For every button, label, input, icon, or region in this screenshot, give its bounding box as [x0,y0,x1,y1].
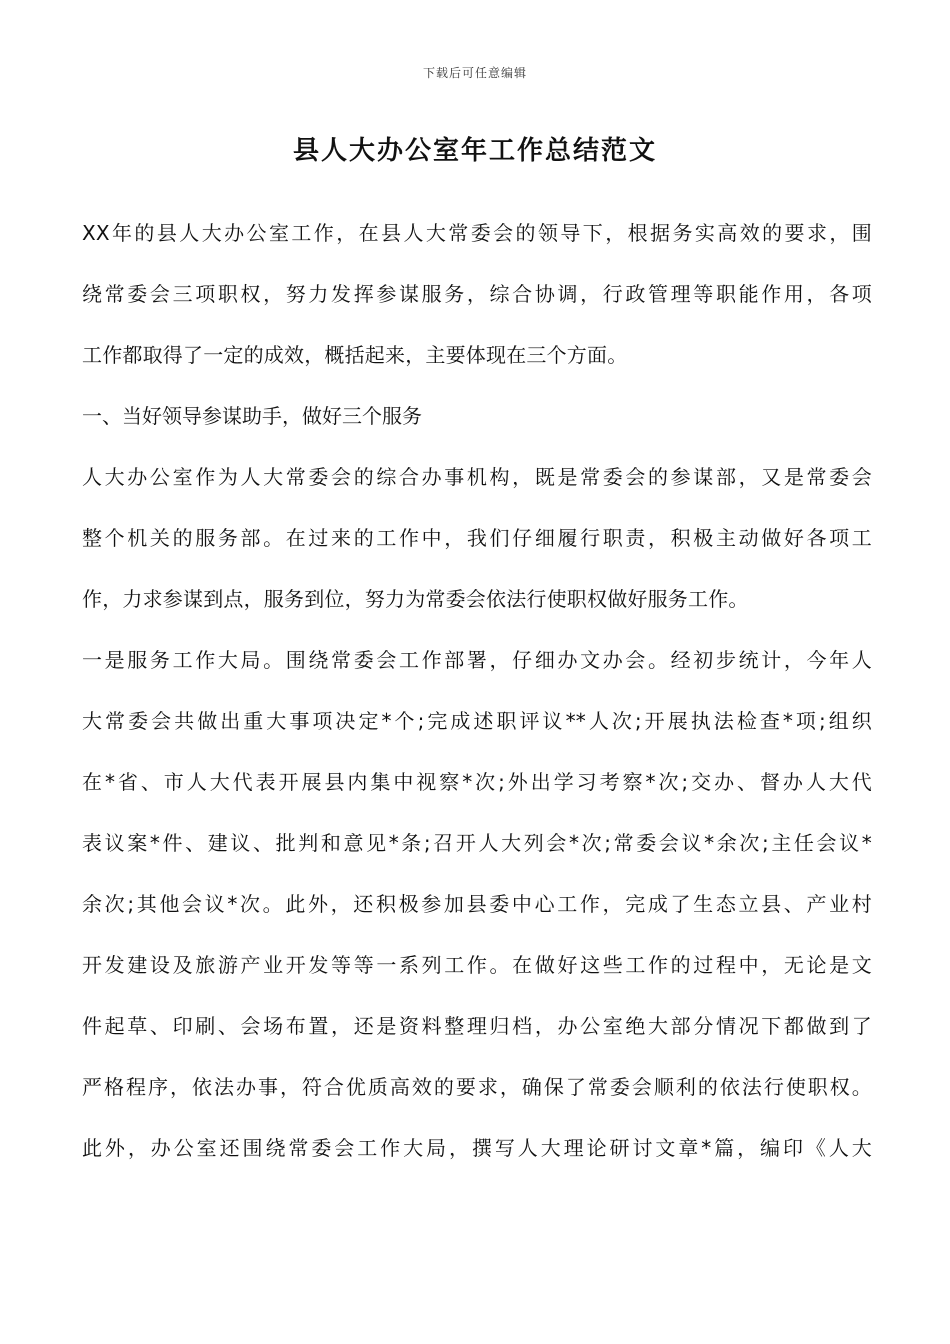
paragraph-line: 工作都取得了一定的成效，概括起来，主要体现在三个方面。 [82,343,628,367]
paragraph-line: 作，力求参谋到点，服务到位，努力为常委会依法行使职权做好服务工作。 [82,587,749,611]
section-heading: 一、当好领导参谋助手，做好三个服务 [82,404,422,428]
paragraph-line: 开发建设及旅游产业开发等等一系列工作。在做好这些工作的过程中，无论是文 [82,953,872,977]
document-title: 县人大办公室年工作总结范文 [292,136,657,166]
paragraph-line: 件起草、印刷、会场布置，还是资料整理归档，办公室绝大部分情况下都做到了 [82,1014,872,1038]
paragraph-line: 人大办公室作为人大常委会的综合办事机构，既是常委会的参谋部，又是常委会 [82,465,872,489]
paragraph-line: 一是服务工作大局。围绕常委会工作部署，仔细办文办会。经初步统计，今年人 [82,648,872,672]
paragraph-line: 表议案*件、建议、批判和意见*条;召开人大列会*次;常委会议*余次;主任会议* [82,831,872,855]
paragraph-line: XX年的县人大办公室工作，在县人大常委会的领导下，根据务实高效的要求，围 [82,221,872,245]
paragraph-line: 绕常委会三项职权，努力发挥参谋服务，综合协调，行政管理等职能作用，各项 [82,282,872,306]
document-body [82,218,872,1194]
paragraph-line: 整个机关的服务部。在过来的工作中，我们仔细履行职责，积极主动做好各项工 [82,526,872,550]
paragraph-line: 在*省、市人大代表开展县内集中视察*次;外出学习考察*次;交办、督办人大代 [82,770,872,794]
paragraph-line: 大常委会共做出重大事项决定*个;完成述职评议**人次;开展执法检查*项;组织 [82,709,872,733]
paragraph-line: 此外，办公室还围绕常委会工作大局，撰写人大理论研讨文章*篇，编印《人大 [82,1136,872,1160]
header-note: 下载后可任意编辑 [422,66,527,80]
paragraph-line: 余次;其他会议*次。此外，还积极参加县委中心工作，完成了生态立县、产业村 [82,892,872,916]
paragraph-line: 严格程序，依法办事，符合优质高效的要求，确保了常委会顺利的依法行使职权。 [82,1075,872,1099]
